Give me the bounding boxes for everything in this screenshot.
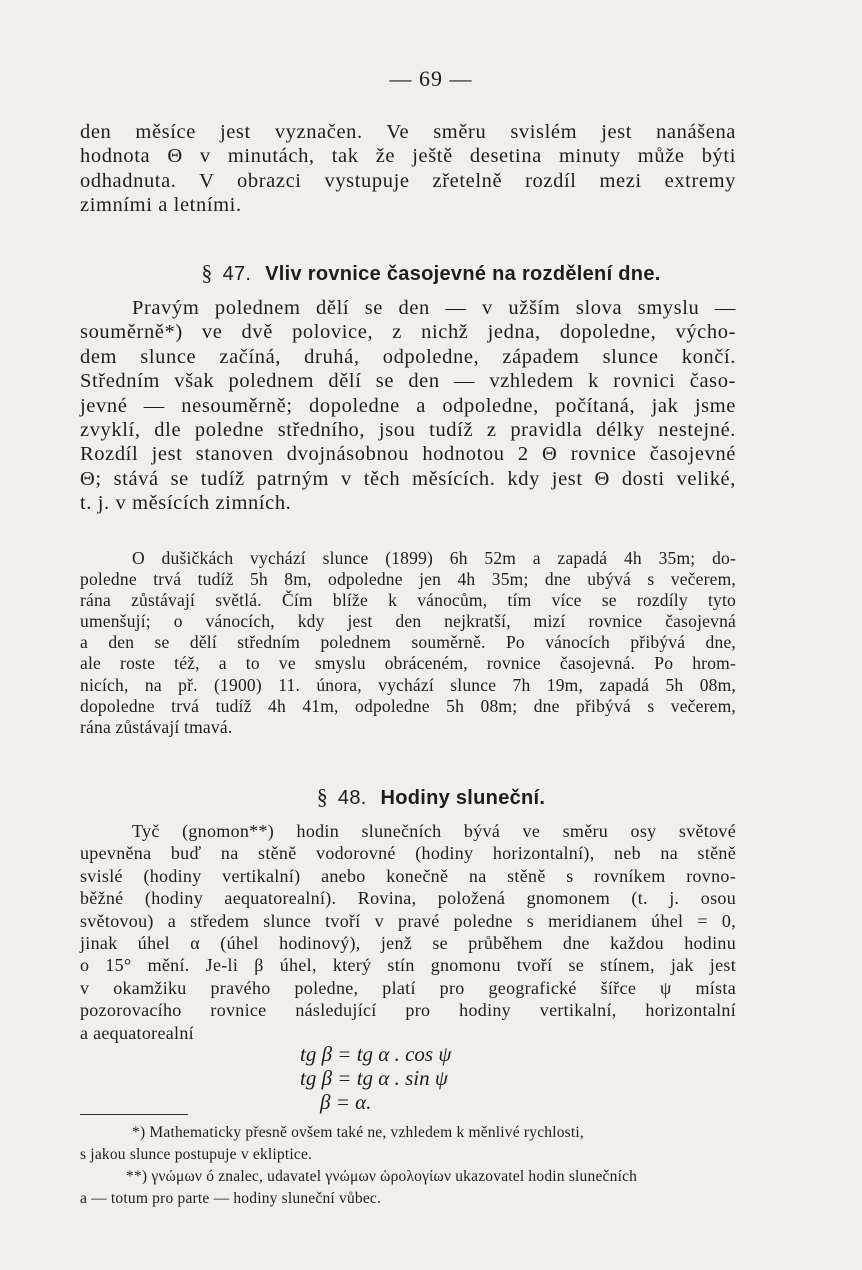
section-number: 47. — [222, 263, 252, 285]
section-title: Hodiny sluneční. — [380, 787, 546, 809]
text-line: a aequatorealní — [80, 1022, 194, 1043]
formula-vertical: tg β = tg α . cos ψ — [300, 1042, 452, 1066]
section-number: 48. — [337, 787, 367, 809]
paragraph-noon — [80, 296, 736, 516]
text-line: rána zůstávají světlá. Čím blíže k vánocům, tím více se rozdíly tyto — [80, 590, 736, 611]
section-symbol: § — [201, 260, 213, 285]
text-line: jinak úhel α (úhel hodinový), jenž se průběhem dne každou hodinu — [80, 933, 736, 954]
text-line: Rozdíl jest stanoven dvojnásobnou hodnotou 2 Θ rovnice časojevné — [80, 443, 736, 466]
text-line: a den se dělí středním polednem souměrně. Po vánocích přibývá dne, — [80, 632, 736, 653]
footnote-line: a — totum pro parte — hodiny sluneční vůbec. — [80, 1190, 382, 1207]
paragraph-example — [80, 548, 736, 738]
text-line: poledne trvá tudíž 5h 8m, odpoledne jen 4h 35m; dne ubývá s večerem, — [80, 569, 736, 590]
text-line: upevněna buď na stěně vodorovné (hodiny horizontalní), neb na stěně — [80, 843, 736, 864]
footnote-line: **) γνώμων ó znalec, udavatel γνώμων ὡρολογίων ukazovatel hodin slunečních — [126, 1168, 638, 1185]
formula-block — [300, 1042, 540, 1114]
text-line: ale roste též, a to ve smyslu obráceném, rovnice časojevná. Po hrom- — [80, 653, 736, 674]
text-line: dem slunce začíná, druhá, odpoledne, západem slunce končí. — [80, 345, 736, 368]
section-48-heading — [0, 784, 862, 810]
text-line: Θ; stává se tudíž patrným v těch měsících. kdy jest Θ dosti veliké, — [80, 467, 736, 490]
text-line: rána zůstávají tmavá. — [80, 716, 233, 737]
formula-horizontal: tg β = tg α . sin ψ — [300, 1066, 448, 1090]
section-47-heading — [0, 260, 862, 286]
section-symbol: § — [316, 784, 329, 809]
text-line: Tyč (gnomon**) hodin slunečních bývá ve směru osy světové — [132, 821, 736, 841]
text-line: O dušičkách vychází slunce (1899) 6h 52m a zapadá 4h 35m; do- — [132, 548, 736, 568]
footnote-line: *) Mathematicky přesně ovšem také ne, vzhledem k měnlivé rychlosti, — [132, 1124, 585, 1141]
paragraph-intro — [80, 120, 736, 218]
text-line: nicích, na př. (1900) 11. února, vychází slunce 7h 19m, zapadá 5h 08m, — [80, 674, 736, 695]
text-line: jevné — nesouměrně; dopoledne a odpoledne, počítaná, jak jsme — [80, 394, 736, 417]
paragraph-sundials — [80, 820, 736, 1044]
footnotes — [80, 1122, 736, 1210]
section-title: Vliv rovnice časojevné na rozdělení dne. — [265, 263, 661, 285]
page-number: — 69 — — [389, 66, 473, 91]
formula-equatorial: β = α. — [320, 1090, 372, 1114]
text-line: dopoledne trvá tudíž 4h 41m, odpoledne 5h 08m; dne přibývá s večerem, — [80, 695, 736, 716]
text-line: odhadnuta. V obrazci vystupuje zřetelně rozdíl mezi extremy — [80, 169, 736, 192]
text-line: běžné (hodiny aequatorealní). Rovina, položená gnomonem (t. j. osou — [80, 888, 736, 909]
footnote-line: s jakou slunce postupuje v ekliptice. — [80, 1146, 313, 1163]
text-line: světovou) a středem slunce tvoří v pravé poledne s meridianem úhel = 0, — [80, 910, 736, 931]
text-line: hodnota Θ v minutách, tak že ještě desetina minuty může býti — [80, 145, 736, 168]
text-line: Pravým polednem dělí se den — v užším slova smyslu — — [132, 297, 736, 319]
text-line: svislé (hodiny vertikalní) anebo konečně na stěně s rovníkem rovno- — [80, 865, 736, 886]
text-line: o 15° mění. Je-li β úhel, který stín gnomonu tvoří se stínem, jak jest — [80, 955, 736, 976]
text-line: t. j. v měsících zimních. — [80, 492, 292, 515]
footnote-divider — [80, 1114, 188, 1115]
text-line: v okamžiku pravého poledne, platí pro geografické šířce ψ místa — [80, 977, 736, 998]
text-line: umenšují; o vánocích, kdy jest den nejkratší, mizí rovnice časojevná — [80, 611, 736, 632]
text-line: pozorovacího rovnice následující pro hodiny vertikalní, horizontalní — [80, 1000, 736, 1021]
text-line: den měsíce jest vyznačen. Ve směru svislém jest nanášena — [80, 121, 736, 143]
text-line: Středním však polednem dělí se den — vzhledem k rovnici časo- — [80, 370, 736, 393]
text-line: zvyklí, dle poledne středního, jsou tudíž z pravidla délky nestejné. — [80, 419, 736, 442]
text-line: souměrně*) ve dvě polovice, z nichž jedna, dopoledne, výcho- — [80, 321, 736, 344]
text-line: zimními a letními. — [80, 194, 242, 217]
